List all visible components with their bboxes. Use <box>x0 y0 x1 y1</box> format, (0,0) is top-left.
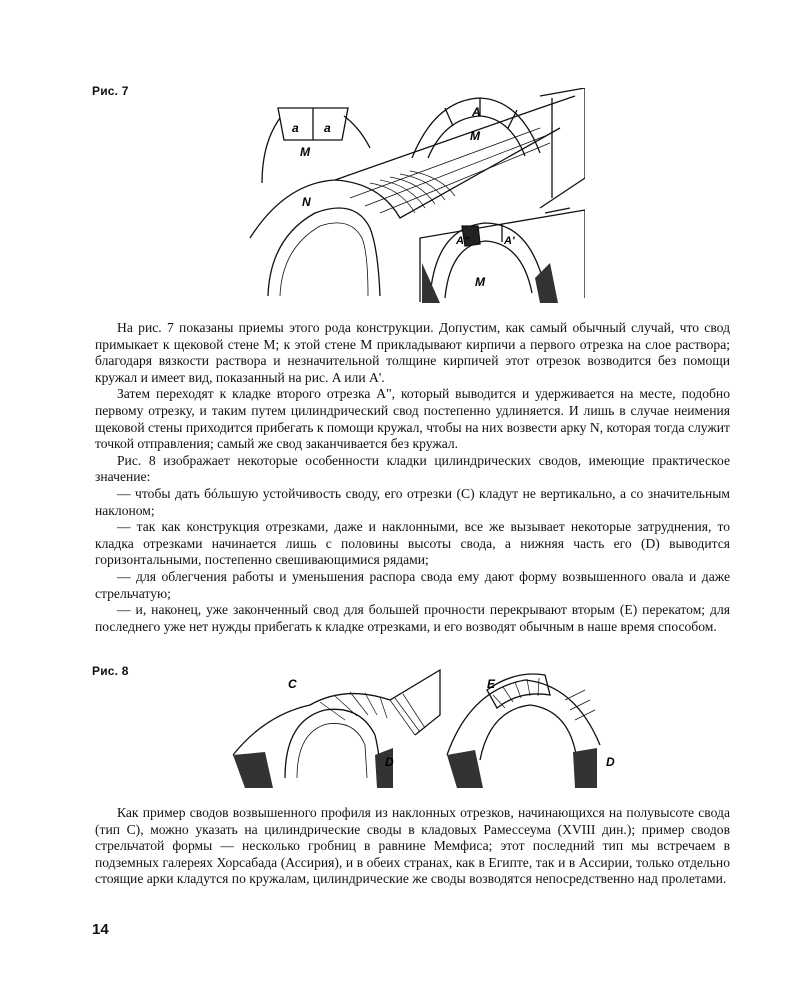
paragraph: — и, наконец, уже законченный свод для большей прочности перекрывают вторым (E) перекатом; для последнего уже нет нужды прибегать к кладке отрезками, и его возводят обычным в наше время способом. <box>95 602 730 634</box>
text-section-2 <box>95 805 730 888</box>
figure-7-caption: Рис. 7 <box>92 84 129 98</box>
fig8-label-c: C <box>288 677 297 691</box>
paragraph: Рис. 8 изображает некоторые особенности кладки цилиндрических сводов, имеющие практическое значение: <box>95 452 730 485</box>
paragraph: Затем переходят к кладке второго отрезка A", который выводится и удерживается на месте, подобно первому отрезку, и таким путем цилиндрический свод постепенно удлиняется. И лишь в случае неимения щековой стены приходится прибегать к помощи кружал, чтобы на них возвести арку N, которая тогда служит точкой отправления; самый же свод заканчивается без кружал. <box>95 386 730 452</box>
figure-8-caption: Рис. 8 <box>92 664 129 678</box>
fig7-label-a2: a <box>324 121 331 135</box>
page-number: 14 <box>92 921 109 938</box>
fig8-label-d-right: D <box>606 755 615 769</box>
figure-7-illustration <box>240 88 585 304</box>
fig7-label-m-left: M <box>300 145 310 159</box>
fig7-label-m-bottom: M <box>475 275 485 289</box>
paragraph: Как пример сводов возвышенного профиля из наклонных отрезков, начинающихся на полувысоте свода (тип C), можно указать на цилиндрические своды в кладовых Рамессеума (XVIII дин.); пример сводов стрельчатой формы — несколько гробниц в равнине Мемфиса; этот последний тип мы встречаем в подземных галереях Хорсабада (Ассирия), и в обеих странах, как в Египте, так и в Ассирии, только отдельно стоящие арки кладутся по кружалам, цилиндрические же своды возводятся непосредственно над пролетами. <box>95 805 730 887</box>
fig7-label-a: A <box>472 105 481 119</box>
fig7-label-n: N <box>302 195 311 209</box>
fig7-label-m-right: M <box>470 129 480 143</box>
fig7-label-a-double-prime: A" <box>456 235 470 247</box>
fig8-label-e: E <box>487 677 496 691</box>
fig7-label-a-prime: A' <box>504 235 515 247</box>
fig7-label-a1: a <box>292 121 299 135</box>
paragraph: — для облегчения работы и уменьшения распора свода ему дают форму возвышенного овала и даже стрельчатую; <box>95 568 730 601</box>
fig8-label-d-left: D <box>385 755 394 769</box>
paragraph: — чтобы дать бóльшую устойчивость своду, его отрезки (C) кладут не вертикально, а со значительным наклоном; <box>95 485 730 518</box>
text-section-1 <box>95 320 730 635</box>
paragraph: На рис. 7 показаны приемы этого рода конструкции. Допустим, как самый обычный случай, что свод примыкает к щековой стене M; к этой стене M прикладывают кирпичи a первого отрезка на слое раствора; благодаря вязкости раствора и незначительной толщине кирпичей этот отрезок возводится без помощи кружал и имеет вид, показанный на рис. A или A'. <box>95 320 730 385</box>
paragraph: — так как конструкция отрезками, даже и наклонными, все же вызывает некоторые затруднения, то кладка отрезками начинается лишь с половины высоты свода, а нижняя часть его (D) выводится горизонтальными, постепенно свешивающимися рядами; <box>95 519 730 568</box>
figure-8-illustration <box>225 660 625 788</box>
